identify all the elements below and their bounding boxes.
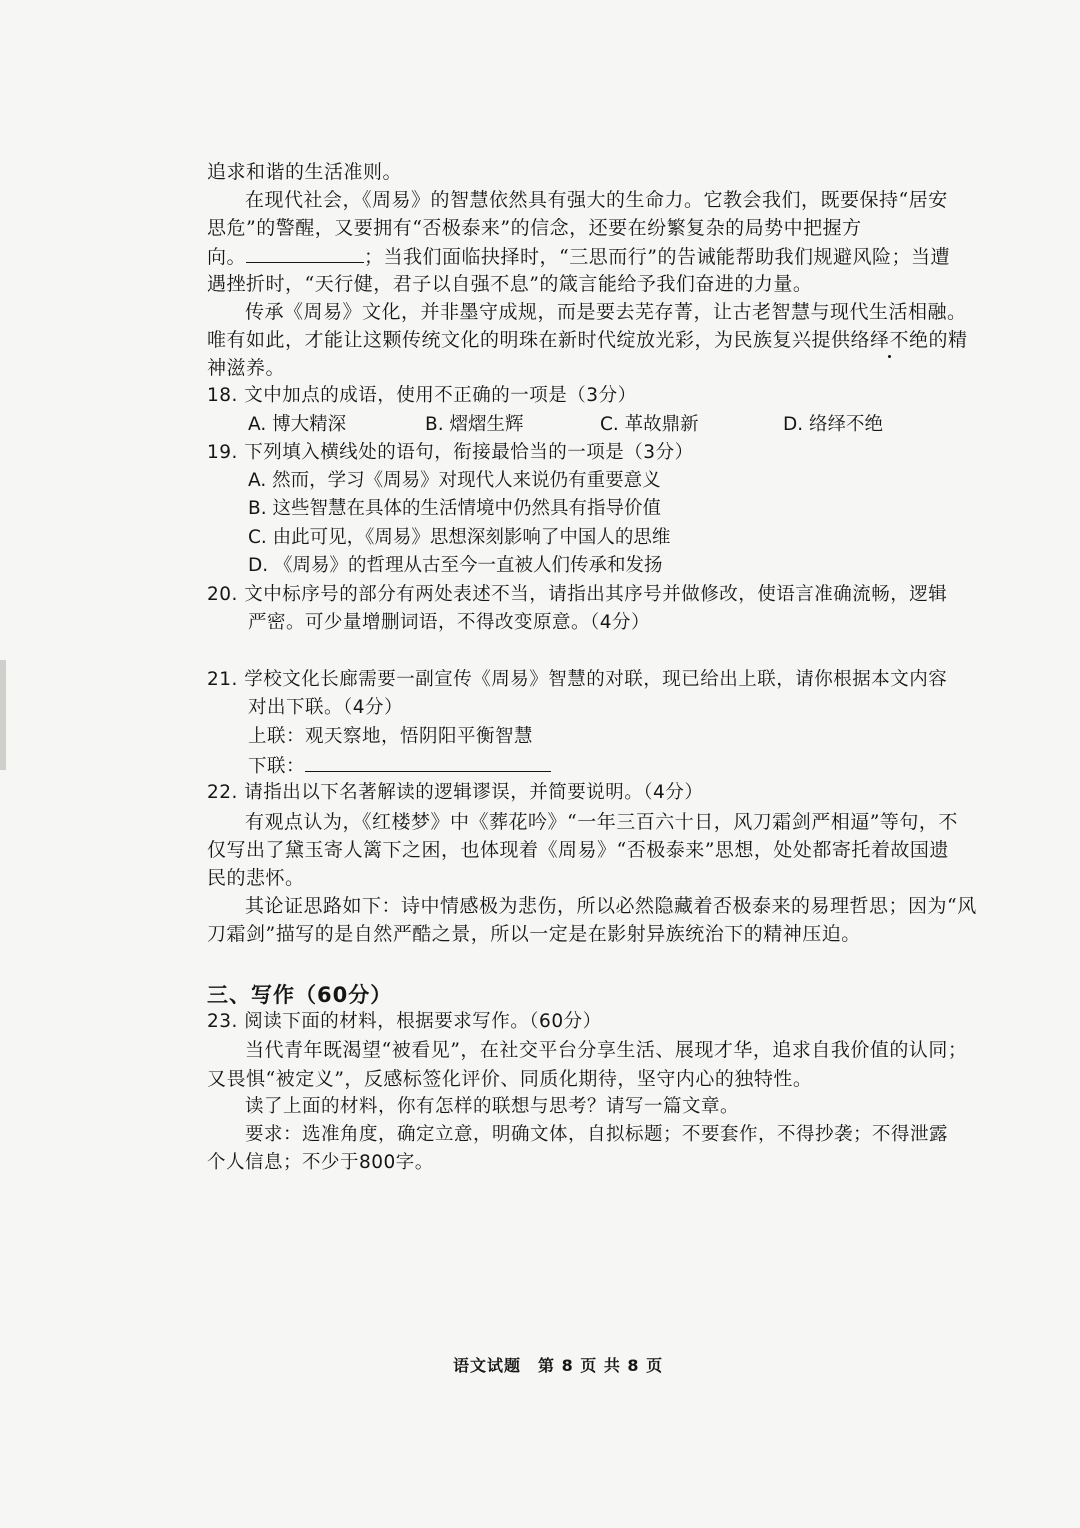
question-20-line: 20. 文中标序号的部分有两处表述不当，请指出其序号并做修改，使语言准确流畅，逻辑 [207, 584, 948, 605]
passage-line: 思危”的警醒，又要拥有“否极泰来”的信念，还要在纷繁复杂的局势中把握方 [207, 217, 862, 239]
section-title: 三、写作（60分） [207, 983, 393, 1007]
q22-material-line: 刀霜剑”描写的是自然严酷之景，所以一定是在影射异族统治下的精神压迫。 [207, 923, 861, 945]
passage-line-with-dotted-idiom [207, 328, 968, 352]
passage-line: 追求和谐的生活准则。 [207, 161, 403, 183]
couplet-lower-label: 下联： [248, 756, 306, 777]
q18-option-b[interactable]: B. 熠熠生辉 [425, 414, 524, 435]
q22-material-line: 民的悲怀。 [207, 867, 305, 889]
q19-option-a[interactable]: A. 然而，学习《周易》对现代人来说仍有重要意义 [248, 470, 661, 491]
passage-text: 的精 [928, 329, 968, 351]
couplet-lower-blank[interactable] [305, 753, 551, 772]
q23-prompt: 读了上面的材料，你有怎样的联想与思考？请写一篇文章。 [245, 1096, 740, 1117]
passage-line: 传承《周易》文化，并非墨守成规，而是要去芜存菁，让古老智慧与现代生活相融。 [245, 301, 967, 323]
couplet-upper: 上联：观天察地，悟阴阳平衡智慧 [248, 726, 534, 747]
q19-option-c[interactable]: C. 由此可见，《周易》思想深刻影响了中国人的思维 [248, 527, 671, 548]
dotted-idiom: 络绎不绝 [850, 329, 929, 351]
question-22-stem: 22. 请指出以下名著解读的逻辑谬误，并简要说明。（4分） [207, 782, 704, 803]
q18-option-a[interactable]: A. 博大精深 [248, 414, 347, 435]
q23-material-line: 又畏惧“被定义”，反感标签化评价、同质化期待，坚守内心的独特性。 [207, 1068, 813, 1090]
q23-requirement-line: 个人信息；不少于800字。 [207, 1152, 434, 1173]
question-20-line: 严密。可少量增删词语，不得改变原意。（4分） [248, 612, 651, 633]
fill-in-blank[interactable] [246, 244, 364, 263]
question-21-line: 对出下联。（4分） [248, 697, 404, 718]
scan-edge-mark [0, 660, 6, 770]
q18-option-c[interactable]: C. 革故鼎新 [600, 414, 699, 435]
q23-requirement-line: 要求：选准角度，确定立意，明确文体，自拟标题；不要套作，不得抄袭；不得泄露 [245, 1124, 949, 1145]
question-23-stem: 23. 阅读下面的材料，根据要求写作。（60分） [207, 1011, 602, 1032]
q22-material-line: 有观点认为，《红楼梦》中《葬花吟》“一年三百六十日，风刀霜剑严相逼”等句，不 [245, 811, 958, 833]
q22-material-line: 仅写出了黛玉寄人篱下之困，也体现着《周易》“否极泰来”思想，处处都寄托着故国遗 [207, 839, 949, 861]
question-18-stem: 18. 文中加点的成语，使用不正确的一项是（3分） [207, 385, 637, 406]
q22-material-line: 其论证思路如下：诗中情感极为悲伤，所以必然隐藏着否极泰来的易理哲思；因为“风 [245, 895, 977, 917]
page-footer: 语文试题 第 8 页 共 8 页 [453, 1356, 664, 1375]
passage-line-with-blank [207, 244, 950, 269]
q18-option-d[interactable]: D. 络绎不绝 [783, 414, 884, 435]
q19-option-d[interactable]: D. 《周易》的哲理从古至今一直被人们传承和发扬 [248, 555, 663, 576]
passage-line: 遇挫折时，“天行健，君子以自强不息”的箴言能给予我们奋进的力量。 [207, 273, 813, 295]
question-19-stem: 19. 下列填入横线处的语句，衔接最恰当的一项是（3分） [207, 442, 694, 463]
passage-text: 向。 [207, 246, 247, 268]
passage-text: 唯有如此，才能让这颗传统文化的明珠在新时代绽放光彩，为民族复兴提供 [207, 329, 851, 351]
couplet-lower-row [248, 753, 551, 779]
passage-text: ；当我们面临抉择时，“三思而行”的告诫能帮助我们规避风险；当遭 [364, 246, 950, 268]
q23-material-line: 当代青年既渴望“被看见”，在社交平台分享生活、展现才华，追求自我价值的认同； [245, 1039, 968, 1061]
passage-line: 神滋养。 [207, 357, 286, 379]
q19-option-b[interactable]: B. 这些智慧在具体的生活情境中仍然具有指导价值 [248, 498, 661, 519]
question-21-line: 21. 学校文化长廊需要一副宣传《周易》智慧的对联，现已给出上联，请你根据本文内容 [207, 669, 948, 690]
passage-line: 在现代社会，《周易》的智慧依然具有强大的生命力。它教会我们，既要保持“居安 [245, 189, 948, 211]
